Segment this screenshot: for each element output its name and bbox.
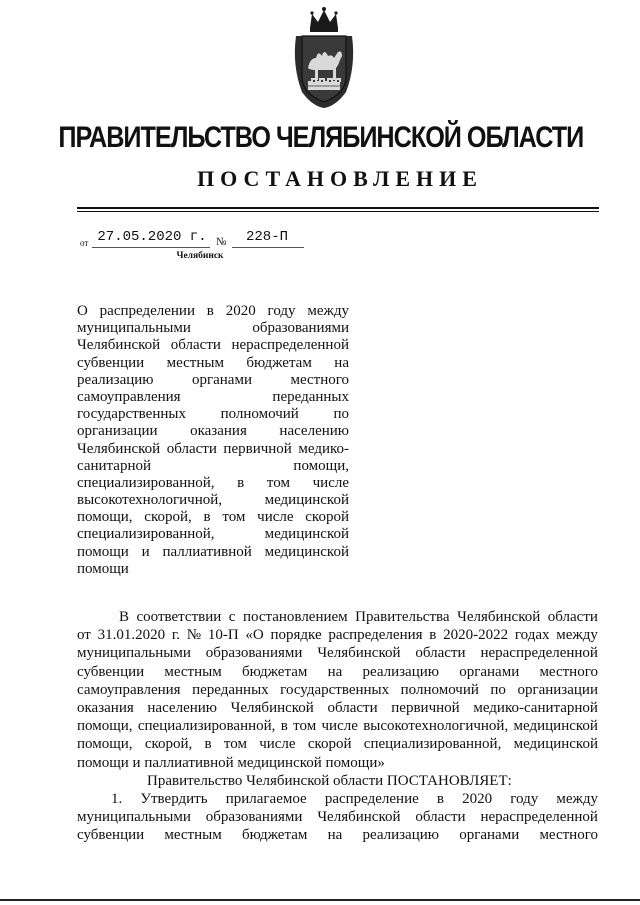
document-city: Челябинск (176, 251, 224, 261)
header-rule-thin (77, 211, 599, 212)
body-line: оказания населению Челябинской области первичной медико-санитарной (77, 699, 598, 716)
subject-line: субвенции местным бюджетам на (77, 354, 349, 371)
coat-of-arms-icon (288, 6, 360, 110)
body-line-item-1: 1. Утвердить прилагаемое распределение в 2020 году между (111, 790, 598, 807)
body-line: субвенции местным бюджетам на реализацию органами местного (77, 663, 598, 680)
document-subject (77, 303, 349, 578)
subject-line: Челябинской области первичной медико- (77, 440, 349, 457)
resolution-statement: Правительство Челябинской области ПОСТАНОВЛЯЕТ: (147, 772, 512, 789)
subject-line: специализированной, в том числе (77, 474, 349, 491)
body-line: самоуправления переданных государственных полномочий по организации (77, 681, 598, 698)
date-from-label: от (80, 238, 89, 248)
subject-line: муниципальными образованиями (77, 320, 349, 337)
subject-line: государственных полномочий по (77, 406, 349, 423)
government-title: ПРАВИТЕЛЬСТВО ЧЕЛЯБИНСКОЙ ОБЛАСТИ (58, 121, 584, 154)
body-line: субвенции местным бюджетам на реализацию органами местного (77, 827, 598, 844)
scan-bottom-edge (0, 899, 640, 901)
body-line: от 31.01.2020 г. № 10-П «О порядке распределения в 2020-2022 годах между (77, 627, 598, 644)
body-line: муниципальными образованиями Челябинской области нераспределенной (77, 809, 598, 826)
subject-line: специализированной, медицинской (77, 526, 349, 543)
subject-line: О распределении в 2020 году между (77, 303, 349, 319)
date-underline (92, 247, 210, 248)
subject-line: высокотехнологичной, медицинской (77, 492, 349, 509)
number-label: № (216, 236, 227, 248)
subject-line: санитарной помощи, (77, 457, 349, 474)
document-number: 228-П (245, 229, 288, 245)
body-line: муниципальными образованиями Челябинской области нераспределенной (77, 645, 598, 662)
body-line: помощи и паллиативной медицинской помощи» (77, 754, 385, 771)
subject-line: самоуправления переданных (77, 388, 349, 405)
subject-line: Челябинской области нераспределенной (77, 337, 349, 354)
subject-line: организации оказания населению (77, 423, 349, 440)
body-line: помощи, скорой, в том числе скорой специализированной, медицинской (77, 736, 598, 753)
number-underline (232, 247, 304, 248)
document-date: 27.05.2020 г. (97, 229, 207, 245)
subject-line: реализацию органами местного (77, 371, 349, 388)
body-line: помощи, специализированной, в том числе высокотехнологичной, медицинской (77, 718, 598, 735)
subject-line: помощи и паллиативной медицинской (77, 543, 349, 560)
document-kind-title: ПОСТАНОВЛЕНИЕ (197, 166, 483, 191)
subject-line: помощи (77, 560, 129, 577)
subject-line: помощи, скорой, в том числе скорой (77, 509, 349, 526)
document-body (77, 608, 598, 844)
header-rule-thick (77, 207, 599, 209)
body-line: В соответствии с постановлением Правительства Челябинской области (119, 609, 598, 625)
